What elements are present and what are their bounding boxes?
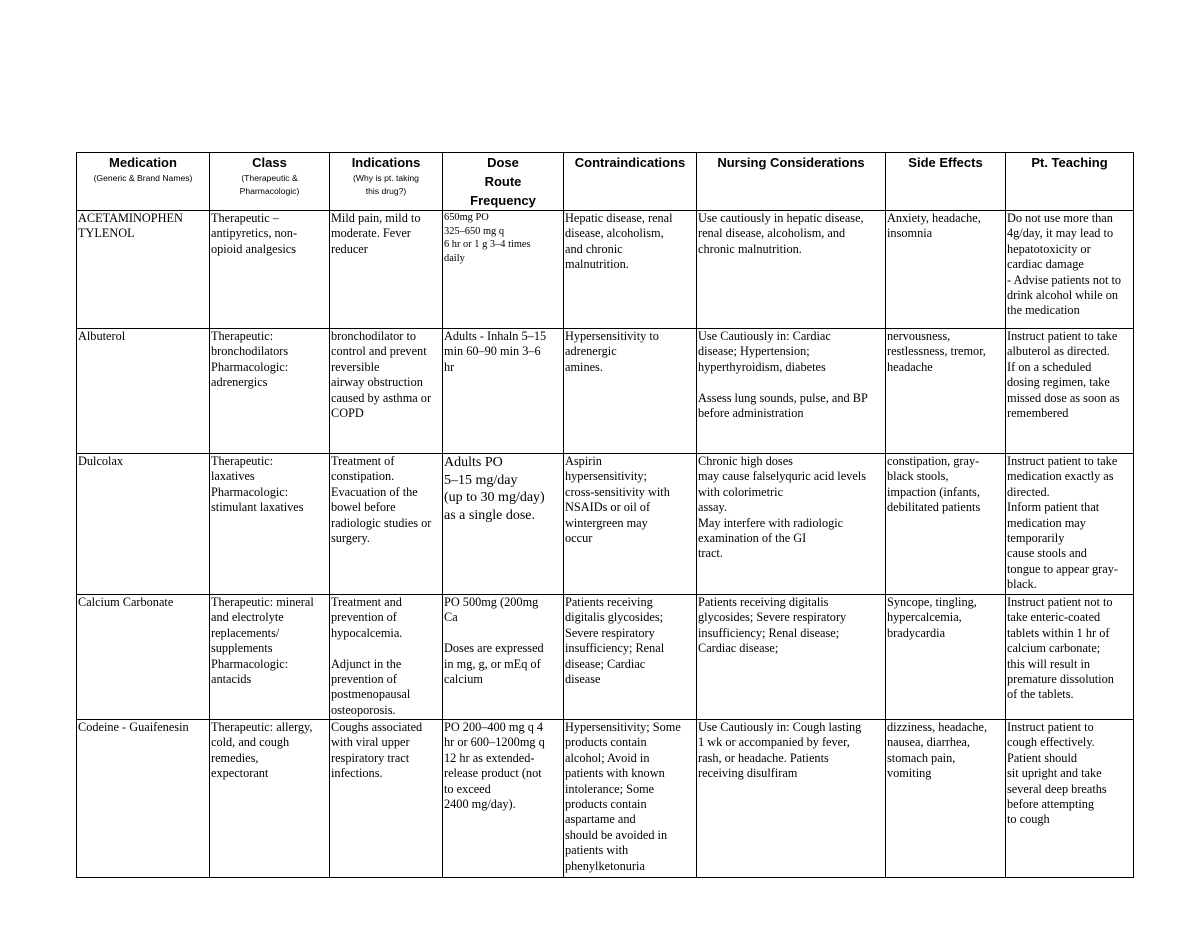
header-class (210, 153, 330, 211)
cell-class: Therapeutic – antipyretics, non- opioid analgesics (210, 211, 330, 329)
cell-medication: Calcium Carbonate (77, 595, 210, 720)
cell-nursing-considerations: Use Cautiously in: Cardiac disease; Hypertension; hyperthyroidism, diabetes Assess lung sounds, pulse, and BP before administration (697, 329, 886, 454)
header-subtitle: (Why is pt. taking this drug?) (353, 173, 419, 196)
header-subtitle: (Generic & Brand Names) (93, 173, 193, 183)
cell-side-effects: constipation, gray- black stools, impaction (infants, debilitated patients (886, 454, 1006, 595)
header-pt-teaching (1006, 153, 1134, 211)
header-indications (330, 153, 443, 211)
cell-indications: Coughs associated with viral upper respiratory tract infections. (330, 720, 443, 878)
cell-side-effects: Anxiety, headache, insomnia (886, 211, 1006, 329)
cell-pt-teaching: Instruct patient to take albuterol as directed. If on a scheduled dosing regimen, take missed dose as soon as remembered (1006, 329, 1134, 454)
header-title: Side Effects (908, 155, 983, 170)
header-side-effects (886, 153, 1006, 211)
header-title: Class (252, 155, 287, 170)
cell-contraindications: Hypersensitivity to adrenergic amines. (564, 329, 697, 454)
header-medication (77, 153, 210, 211)
header-title: Pt. Teaching (1031, 155, 1108, 170)
cell-class: Therapeutic: allergy, cold, and cough remedies, expectorant (210, 720, 330, 878)
cell-nursing-considerations: Use cautiously in hepatic disease, renal disease, alcoholism, and chronic malnutrition. (697, 211, 886, 329)
cell-dose: Adults PO 5–15 mg/day (up to 30 mg/day) as a single dose. (443, 454, 564, 595)
header-title: Dose Route Frequency (470, 155, 536, 208)
cell-indications: Mild pain, mild to moderate. Fever reducer (330, 211, 443, 329)
header-title: Medication (109, 155, 177, 170)
cell-contraindications: Hepatic disease, renal disease, alcoholism, and chronic malnutrition. (564, 211, 697, 329)
table-row (77, 329, 1134, 454)
cell-medication: Dulcolax (77, 454, 210, 595)
cell-side-effects: Syncope, tingling, hypercalcemia, bradycardia (886, 595, 1006, 720)
cell-side-effects: nervousness, restlessness, tremor, headache (886, 329, 1006, 454)
header-title: Contraindications (574, 155, 686, 170)
cell-pt-teaching: Instruct patient not to take enteric-coated tablets within 1 hr of calcium carbonate; this will result in premature dissolution of the tablets. (1006, 595, 1134, 720)
cell-class: Therapeutic: laxatives Pharmacologic: stimulant laxatives (210, 454, 330, 595)
cell-class: Therapeutic: mineral and electrolyte replacements/ supplements Pharmacologic: antacids (210, 595, 330, 720)
header-dose (443, 153, 564, 211)
cell-nursing-considerations: Use Cautiously in: Cough lasting 1 wk or accompanied by fever, rash, or headache. Patients receiving disulfiram (697, 720, 886, 878)
cell-dose: PO 500mg (200mg Ca Doses are expressed in mg, g, or mEq of calcium (443, 595, 564, 720)
header-contraindications (564, 153, 697, 211)
cell-medication: ACETAMINOPHEN TYLENOL (77, 211, 210, 329)
table-header-row (77, 153, 1134, 211)
cell-contraindications: Aspirin hypersensitivity; cross-sensitivity with NSAIDs or oil of wintergreen may occur (564, 454, 697, 595)
medication-table (76, 152, 1134, 878)
cell-pt-teaching: Do not use more than 4g/day, it may lead to hepatotoxicity or cardiac damage - Advise patients not to drink alcohol while on the medication (1006, 211, 1134, 329)
cell-medication: Codeine - Guaifenesin (77, 720, 210, 878)
cell-dose: Adults - Inhaln 5–15 min 60–90 min 3–6 hr (443, 329, 564, 454)
cell-indications: bronchodilator to control and prevent reversible airway obstruction caused by asthma or COPD (330, 329, 443, 454)
cell-class: Therapeutic: bronchodilators Pharmacologic: adrenergics (210, 329, 330, 454)
cell-contraindications: Patients receiving digitalis glycosides; Severe respiratory insufficiency; Renal disease; Cardiac disease (564, 595, 697, 720)
table-row (77, 211, 1134, 329)
header-subtitle: (Therapeutic & Pharmacologic) (239, 173, 300, 196)
cell-pt-teaching: Instruct patient to take medication exactly as directed. Inform patient that medication may temporarily cause stools and tongue to appear gray- black. (1006, 454, 1134, 595)
cell-dose: PO 200–400 mg q 4 hr or 600–1200mg q 12 hr as extended- release product (not to exceed 2400 mg/day). (443, 720, 564, 878)
table-row (77, 595, 1134, 720)
header-nursing-considerations (697, 153, 886, 211)
cell-contraindications: Hypersensitivity; Some products contain alcohol; Avoid in patients with known intolerance; Some products contain aspartame and should be avoided in patients with phenylketonuria (564, 720, 697, 878)
cell-nursing-considerations: Chronic high doses may cause falselyquric acid levels with colorimetric assay. May interfere with radiologic examination of the GI tract. (697, 454, 886, 595)
cell-dose: 650mg PO 325–650 mg q 6 hr or 1 g 3–4 times daily (443, 211, 564, 329)
cell-nursing-considerations: Patients receiving digitalis glycosides; Severe respiratory insufficiency; Renal disease; Cardiac disease; (697, 595, 886, 720)
cell-pt-teaching: Instruct patient to cough effectively. Patient should sit upright and take several deep breaths before attempting to cough (1006, 720, 1134, 878)
cell-indications: Treatment and prevention of hypocalcemia. Adjunct in the prevention of postmenopausal osteoporosis. (330, 595, 443, 720)
cell-indications: Treatment of constipation. Evacuation of the bowel before radiologic studies or surgery. (330, 454, 443, 595)
header-title: Indications (351, 155, 421, 170)
table-row (77, 454, 1134, 595)
cell-side-effects: dizziness, headache, nausea, diarrhea, stomach pain, vomiting (886, 720, 1006, 878)
table-row (77, 720, 1134, 878)
header-title: Nursing Considerations (717, 155, 865, 170)
cell-medication: Albuterol (77, 329, 210, 454)
